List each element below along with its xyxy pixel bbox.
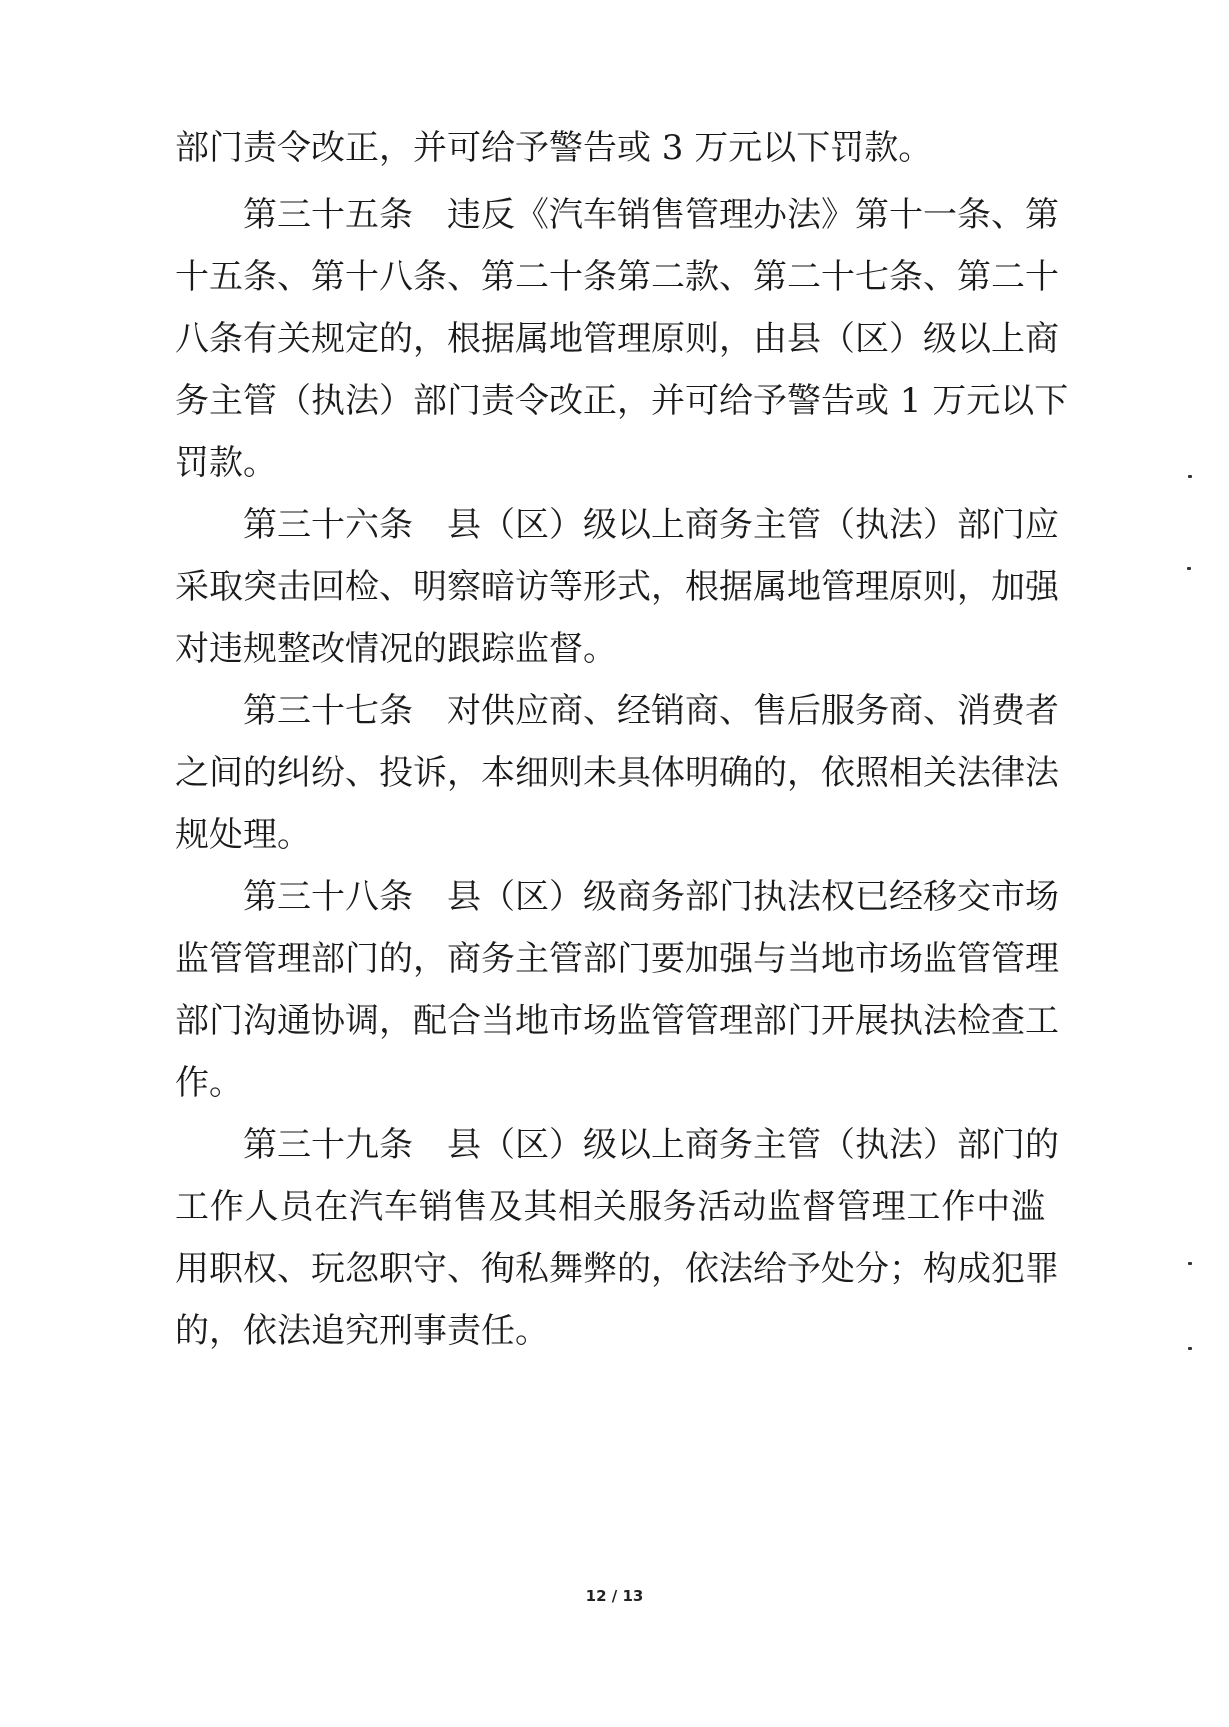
text-line: 十五条、第十八条、第二十条第二款、第二十七条、第二十 (175, 257, 1059, 297)
text-line: 监管管理部门的，商务主管部门要加强与当地市场监管管理 (175, 939, 1059, 979)
text-line: 工作人员在汽车销售及其相关服务活动监督管理工作中滥 (175, 1187, 1045, 1227)
text-line: 之间的纠纷、投诉，本细则未具体明确的，依照相关法律法 (175, 753, 1059, 793)
text-line: 规处理。 (175, 815, 311, 855)
text-line: 务主管（执法）部门责令改正，并可给予警告或 1 万元以下 (175, 381, 1069, 421)
article-36-heading-line: 第三十六条 县（区）级以上商务主管（执法）部门应 (243, 505, 1059, 545)
text-line: 用职权、玩忽职守、徇私舞弊的，依法给予处分；构成犯罪 (175, 1249, 1059, 1289)
scan-speck (1188, 1347, 1192, 1350)
article-39-heading-line: 第三十九条 县（区）级以上商务主管（执法）部门的 (243, 1125, 1059, 1165)
scan-speck (1188, 475, 1192, 478)
text-line: 对违规整改情况的跟踪监督。 (175, 629, 617, 669)
page-number: 12 / 13 (585, 1587, 644, 1605)
article-38-heading-line: 第三十八条 县（区）级商务部门执法权已经移交市场 (243, 877, 1059, 917)
text-line: 八条有关规定的，根据属地管理原则，由县（区）级以上商 (175, 319, 1059, 359)
text-line: 作。 (175, 1063, 243, 1103)
article-37-heading-line: 第三十七条 对供应商、经销商、售后服务商、消费者 (243, 691, 1059, 731)
text-line: 部门责令改正，并可给予警告或 3 万元以下罚款。 (175, 128, 933, 168)
scan-speck (1188, 1262, 1192, 1265)
article-35-heading-line: 第三十五条 违反《汽车销售管理办法》第十一条、第 (243, 195, 1059, 235)
text-line: 的，依法追究刑事责任。 (175, 1311, 549, 1351)
text-line: 部门沟通协调，配合当地市场监管管理部门开展执法检查工 (175, 1001, 1059, 1041)
text-line: 采取突击回检、明察暗访等形式，根据属地管理原则，加强 (175, 567, 1059, 607)
scan-speck (1187, 567, 1191, 570)
text-line: 罚款。 (175, 443, 277, 483)
